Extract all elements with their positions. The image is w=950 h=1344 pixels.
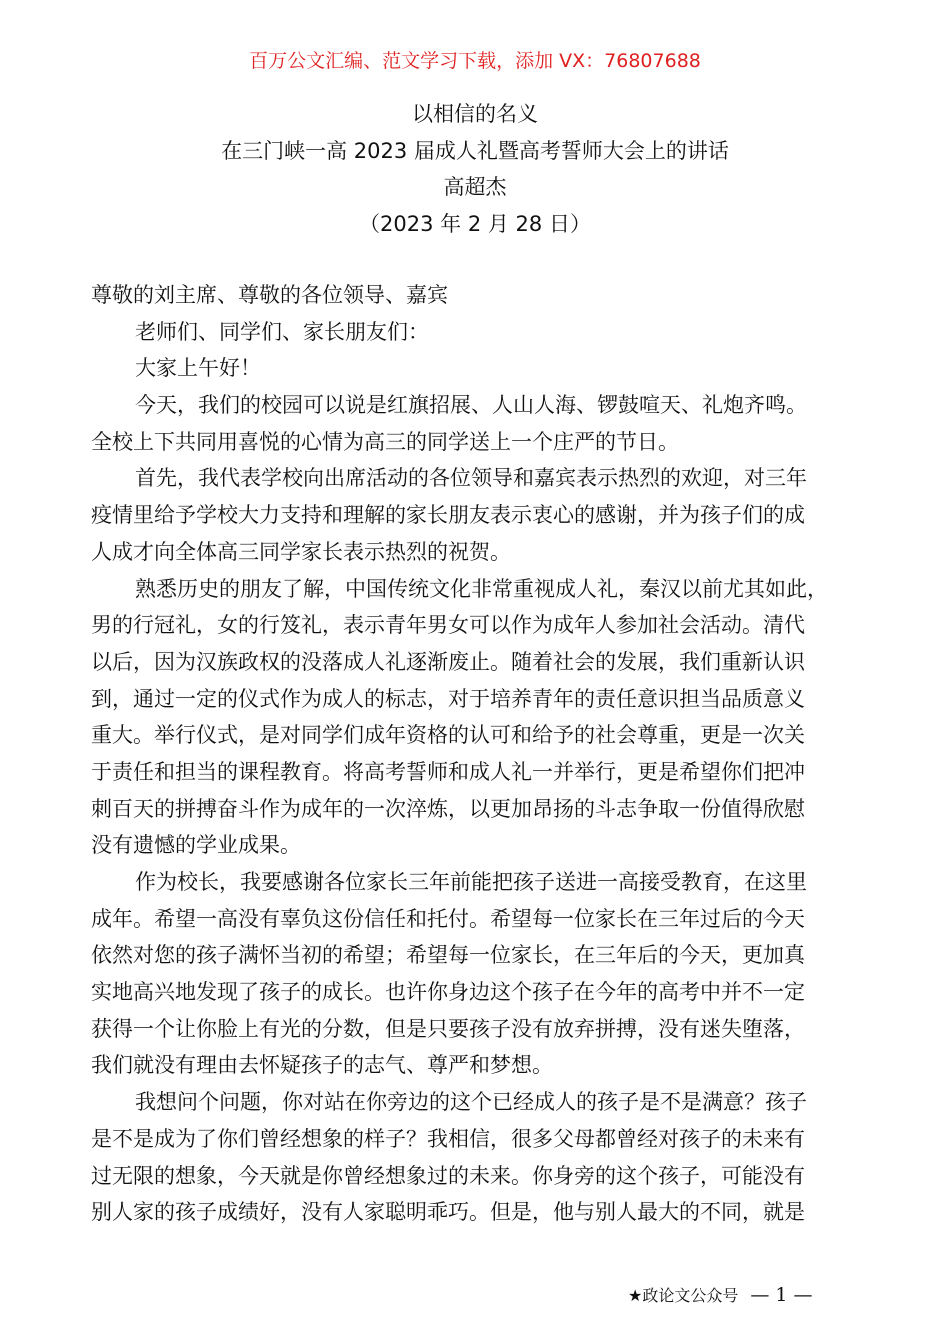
paragraph-line: 老师们、同学们、家长朋友们： — [135, 319, 429, 344]
paragraph-line: 人成才向全体高三同学家长表示热烈的祝贺。 — [91, 539, 511, 564]
paragraph-line: 到，通过一定的仪式作为成人的标志，对于培养青年的责任意识担当品质意义 — [91, 686, 805, 711]
title-block — [0, 96, 950, 243]
paragraph-line: 获得一个让你脸上有光的分数，但是只要孩子没有放弃拼搏，没有迷失堕落， — [91, 1016, 805, 1041]
watermark-header: 百万公文汇编、范文学习下载，添加 VX：76807688 — [249, 50, 701, 72]
paragraph-line: 没有遗憾的学业成果。 — [91, 833, 301, 858]
paragraph-line: 全校上下共同用喜悦的心情为高三的同学送上一个庄严的节日。 — [91, 429, 679, 454]
paragraph-line: 过无限的想象，今天就是你曾经想象过的未来。你身旁的这个孩子，可能没有 — [91, 1163, 805, 1188]
paragraph-line: 今天，我们的校园可以说是红旗招展、人山人海、锣鼓喧天、礼炮齐鸣。 — [135, 393, 807, 418]
speech-date: （2023 年 2 月 28 日） — [359, 212, 591, 237]
paragraph-line: 实地高兴地发现了孩子的成长。也许你身边这个孩子在今年的高考中并不一定 — [91, 980, 805, 1005]
paragraph-line: 依然对您的孩子满怀当初的希望；希望每一位家长，在三年后的今天，更加真 — [91, 943, 805, 968]
document-body — [91, 277, 861, 1231]
speech-title: 以相信的名义 — [412, 102, 538, 126]
page-number: — 1 — — [750, 1283, 813, 1306]
paragraph-line: 别人家的孩子成绩好，没有人家聪明乖巧。但是，他与别人最大的不同，就是 — [91, 1200, 805, 1225]
paragraph-line: 成年。希望一高没有辜负这份信任和托付。希望每一位家长在三年过后的今天 — [91, 906, 805, 931]
paragraph-line: 以后，因为汉族政权的没落成人礼逐渐废止。随着社会的发展，我们重新认识 — [91, 649, 805, 674]
paragraph-line: 于责任和担当的课程教育。将高考誓师和成人礼一并举行，更是希望你们把冲 — [91, 759, 805, 784]
paragraph-line: 熟悉历史的朋友了解，中国传统文化非常重视成人礼，秦汉以前尤其如此， — [135, 576, 828, 601]
paragraph-line: 男的行冠礼，女的行笈礼，表示青年男女可以作为成年人参加社会活动。清代 — [91, 613, 805, 638]
paragraph-line: 我们就没有理由去怀疑孩子的志气、尊严和梦想。 — [91, 1053, 553, 1078]
speaker-name: 高超杰 — [443, 175, 507, 200]
speech-subtitle: 在三门峡一高 2023 届成人礼暨高考誓师大会上的讲话 — [221, 138, 729, 163]
paragraph-line: 大家上午好！ — [135, 356, 261, 381]
paragraph-line: 疫情里给予学校大力支持和理解的家长朋友表示衷心的感谢，并为孩子们的成 — [91, 503, 805, 528]
salutation: 尊敬的刘主席、尊敬的各位领导、嘉宾 — [91, 283, 448, 307]
paragraph-line: 是不是成为了你们曾经想象的样子？我相信，很多父母都曾经对孩子的未来有 — [91, 1126, 805, 1151]
paragraph-line: 刺百天的拼搏奋斗作为成年的一次淬炼，以更加昂扬的斗志争取一份值得欣慰 — [91, 796, 805, 821]
paragraph-line: 我想问个问题，你对站在你旁边的这个已经成人的孩子是不是满意？孩子 — [135, 1090, 807, 1115]
footer-source: ★政论文公众号 — [628, 1286, 739, 1305]
paragraph-line: 首先，我代表学校向出席活动的各位领导和嘉宾表示热烈的欢迎，对三年 — [135, 466, 807, 491]
paragraph-line: 重大。举行仪式，是对同学们成年资格的认可和给予的社会尊重，更是一次关 — [91, 723, 805, 748]
paragraph-line: 作为校长，我要感谢各位家长三年前能把孩子送进一高接受教育，在这里 — [135, 870, 807, 894]
page-footer — [628, 1283, 813, 1306]
